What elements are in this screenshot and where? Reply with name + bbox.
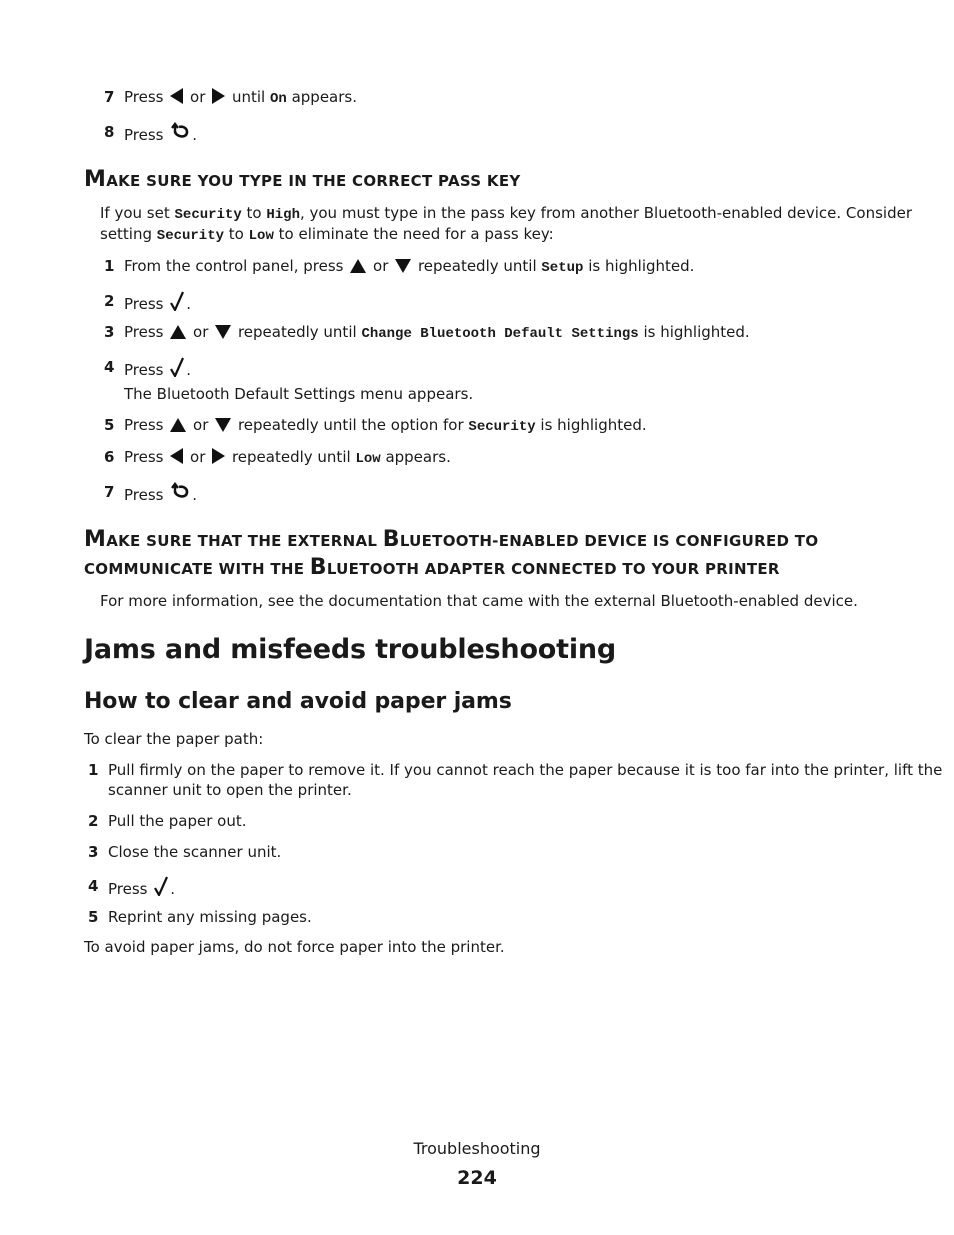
- step-number: 3: [104, 323, 115, 341]
- text: appears.: [385, 448, 451, 466]
- step-text-line2: scanner unit to open the printer.: [108, 781, 352, 799]
- step-number: 7: [104, 483, 115, 501]
- page-title: Jams and misfeeds troubleshooting: [84, 634, 617, 665]
- text: repeatedly until: [417, 257, 537, 275]
- menu-value: Low: [248, 228, 274, 244]
- text: .: [186, 361, 192, 379]
- back-icon: [170, 122, 190, 142]
- text: .: [170, 880, 176, 898]
- step-text: [124, 357, 191, 380]
- text: or: [373, 257, 389, 275]
- text: Press: [124, 448, 164, 466]
- text: If you set: [100, 204, 170, 222]
- text: to: [228, 225, 244, 243]
- back-icon: [170, 482, 190, 502]
- footer-section: Troubleshooting: [413, 1139, 541, 1158]
- step-number: 1: [104, 257, 115, 275]
- step-text: Pull firmly on the paper to remove it. If you cannot reach the paper because it is too far into the printer, lift the: [108, 761, 943, 779]
- paragraph: To clear the paper path:: [84, 730, 264, 748]
- text: is highlighted.: [540, 416, 647, 434]
- section-heading-pass-key: MAKE SURE YOU TYPE IN THE CORRECT PASS KEY: [84, 167, 521, 192]
- text: setting: [100, 225, 153, 243]
- text: Press: [124, 416, 164, 434]
- step-text-press: Press: [124, 88, 164, 106]
- text: Press: [124, 361, 164, 379]
- step-number: 4: [104, 358, 115, 376]
- step-text: [124, 482, 197, 505]
- step-note: The Bluetooth Default Settings menu appears.: [124, 385, 474, 403]
- step-text: [108, 876, 175, 899]
- up-arrow-icon: [170, 418, 186, 432]
- menu-value-on: On: [269, 91, 287, 107]
- menu-value: Security: [156, 228, 225, 244]
- step-number: 3: [88, 843, 99, 861]
- text: Press: [108, 880, 148, 898]
- text: repeatedly until: [237, 323, 357, 341]
- text: .: [186, 295, 192, 313]
- step-text-press: Press: [124, 126, 164, 144]
- step-text-period: .: [192, 126, 198, 144]
- left-arrow-icon: [170, 88, 183, 104]
- page-number: 224: [457, 1167, 497, 1189]
- step-text: [124, 322, 750, 344]
- text: , you must type in the pass key from another Bluetooth-enabled device. Consider: [299, 204, 912, 222]
- text: is highlighted.: [643, 323, 750, 341]
- down-arrow-icon: [215, 418, 231, 432]
- text: Press: [124, 295, 164, 313]
- paragraph-line-2: [100, 224, 554, 246]
- text: Press: [124, 323, 164, 341]
- step-text: [124, 122, 197, 145]
- checkmark-icon: [170, 291, 184, 311]
- down-arrow-icon: [395, 259, 411, 273]
- step-text: [124, 87, 357, 109]
- down-arrow-icon: [215, 325, 231, 339]
- step-number: 5: [88, 908, 99, 926]
- step-number: 6: [104, 448, 115, 466]
- menu-value: Setup: [541, 260, 584, 276]
- paragraph: [100, 203, 912, 225]
- step-number: 2: [104, 292, 115, 310]
- subsection-title: How to clear and avoid paper jams: [84, 689, 512, 714]
- paragraph: To avoid paper jams, do not force paper into the printer.: [84, 938, 505, 956]
- text: or: [193, 323, 209, 341]
- checkmark-icon: [154, 876, 168, 896]
- step-number: 1: [88, 761, 99, 779]
- step-text: Reprint any missing pages.: [108, 908, 312, 926]
- up-arrow-icon: [170, 325, 186, 339]
- text: repeatedly until the option for: [237, 416, 464, 434]
- text: Press: [124, 486, 164, 504]
- step-text: [124, 415, 647, 437]
- text: or: [193, 416, 209, 434]
- right-arrow-icon: [212, 88, 225, 104]
- menu-value: Change Bluetooth Default Settings: [361, 326, 639, 342]
- text: or: [190, 448, 206, 466]
- menu-value: Security: [468, 419, 536, 435]
- step-number: 8: [104, 123, 115, 141]
- step-text-appears: appears.: [291, 88, 357, 106]
- step-number: 5: [104, 416, 115, 434]
- section-heading-external-line2: COMMUNICATE WITH THE BLUETOOTH ADAPTER CONNECTED TO YOUR PRINTER: [84, 555, 780, 580]
- text: repeatedly until: [231, 448, 351, 466]
- menu-value: Low: [355, 451, 381, 467]
- menu-value: High: [266, 207, 300, 223]
- step-text: [124, 291, 191, 314]
- text: .: [192, 486, 198, 504]
- left-arrow-icon: [170, 448, 183, 464]
- checkmark-icon: [170, 357, 184, 377]
- step-text: [124, 256, 694, 278]
- text: to: [246, 204, 262, 222]
- paragraph: For more information, see the documentation that came with the external Bluetooth-enabled device.: [100, 592, 858, 610]
- up-arrow-icon: [350, 259, 366, 273]
- text: to eliminate the need for a pass key:: [278, 225, 554, 243]
- step-number: 7: [104, 88, 115, 106]
- right-arrow-icon: [212, 448, 225, 464]
- step-text: Close the scanner unit.: [108, 843, 282, 861]
- step-text-or: or: [190, 88, 206, 106]
- step-text: Pull the paper out.: [108, 812, 247, 830]
- step-text-until: until: [231, 88, 266, 106]
- step-number: 2: [88, 812, 99, 830]
- text: From the control panel, press: [124, 257, 344, 275]
- step-number: 4: [88, 877, 99, 895]
- step-text: [124, 447, 451, 469]
- section-heading-external-line1: MAKE SURE THAT THE EXTERNAL BLUETOOTH-ENABLED DEVICE IS CONFIGURED TO: [84, 527, 819, 552]
- text: is highlighted.: [588, 257, 695, 275]
- menu-value: Security: [174, 207, 242, 223]
